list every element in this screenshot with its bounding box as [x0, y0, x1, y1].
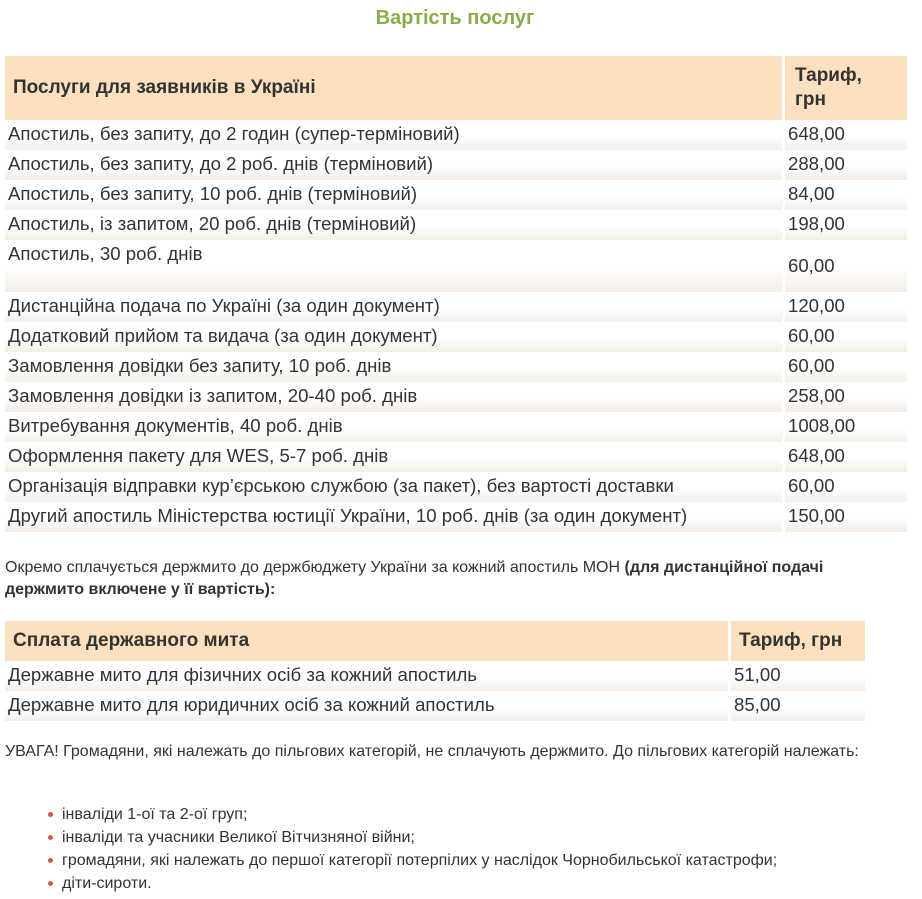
- duty-note-text: Окремо сплачується держмито до держбюджету України за кожний апостиль МОН: [5, 559, 625, 576]
- table-row: [5, 472, 907, 502]
- duty-header-label: Сплата державного мита: [5, 621, 728, 661]
- services-header-tariff-line2: грн: [795, 89, 826, 110]
- bullet-icon: [48, 812, 53, 817]
- list-item: [48, 849, 777, 872]
- list-item-text: інваліди 1-ої та 2-ої груп;: [62, 806, 248, 823]
- service-price: 120,00: [782, 292, 907, 322]
- service-price: 60,00: [782, 322, 907, 352]
- table-row: [5, 352, 907, 382]
- duty-note-bold: (для дистанційної подачі держмито включене у її вартість):: [5, 559, 824, 598]
- service-name: Оформлення пакету для WES, 5-7 роб. днів: [5, 442, 782, 472]
- table-row: [5, 502, 907, 532]
- bullet-icon: [48, 858, 53, 863]
- bullet-icon: [48, 835, 53, 840]
- service-name: Апостиль, без запиту, 10 роб. днів (терміновий): [5, 180, 782, 210]
- table-row: [5, 210, 907, 240]
- duty-note: [5, 557, 905, 601]
- service-price: 1008,00: [782, 412, 907, 442]
- table-row: [5, 180, 907, 210]
- table-row: [5, 240, 907, 292]
- list-item: [48, 872, 777, 895]
- list-item: [48, 803, 777, 826]
- service-name: Замовлення довідки без запиту, 10 роб. днів: [5, 352, 782, 382]
- service-price: 288,00: [782, 150, 907, 180]
- warning-text: УВАГА! Громадяни, які належать до пільгових категорій, не сплачують держмито. До пільгових категорій належать:: [5, 743, 859, 760]
- services-header-tariff-line1: Тариф,: [795, 65, 862, 86]
- service-price: 648,00: [782, 120, 907, 150]
- table-row: [5, 120, 907, 150]
- service-price: 60,00: [782, 472, 907, 502]
- service-name: Витребування документів, 40 роб. днів: [5, 412, 782, 442]
- service-name: Апостиль, із запитом, 20 роб. днів (терміновий): [5, 210, 782, 240]
- service-name: Апостиль, без запиту, до 2 роб. днів (терміновий): [5, 150, 782, 180]
- service-price: 84,00: [782, 180, 907, 210]
- table-row: [5, 412, 907, 442]
- service-price: 198,00: [782, 210, 907, 240]
- service-price: 150,00: [782, 502, 907, 532]
- table-row: [5, 442, 907, 472]
- service-name: Замовлення довідки із запитом, 20-40 роб. днів: [5, 382, 782, 412]
- service-name: Другий апостиль Міністерства юстиції України, 10 роб. днів (за один документ): [5, 502, 782, 532]
- table-row: [5, 661, 865, 691]
- service-price: 60,00: [782, 352, 907, 382]
- table-row: [5, 292, 907, 322]
- duty-price: 51,00: [728, 661, 865, 691]
- duty-table-header: [5, 621, 865, 661]
- service-price: 648,00: [782, 442, 907, 472]
- duty-header-tariff: Тариф, грн: [728, 621, 865, 661]
- table-row: [5, 691, 865, 721]
- table-row: [5, 150, 907, 180]
- service-name: Додатковий прийом та видача (за один документ): [5, 322, 782, 352]
- services-header-tariff: [782, 56, 907, 120]
- service-name: Організація відправки кур’єрською службою (за пакет), без вартості доставки: [5, 472, 782, 502]
- service-name: Дистанційна подача по Україні (за один документ): [5, 292, 782, 322]
- service-name: Апостиль, без запиту, до 2 годин (супер-терміновий): [5, 120, 782, 150]
- table-row: [5, 382, 907, 412]
- services-table: [5, 56, 907, 532]
- duty-price: 85,00: [728, 691, 865, 721]
- list-item-text: громадяни, які належать до першої категорії потерпілих у наслідок Чорнобильської катастрофи;: [62, 852, 778, 869]
- duty-table: [5, 621, 865, 721]
- duty-name: Державне мито для фізичних осіб за кожний апостиль: [5, 661, 728, 691]
- service-price: 60,00: [782, 240, 907, 292]
- services-header-label: Послуги для заявників в Україні: [5, 56, 782, 120]
- service-price: 258,00: [782, 382, 907, 412]
- list-item-text: інваліди та учасники Великої Вітчизняної війни;: [62, 829, 415, 846]
- list-item: [48, 826, 777, 849]
- page-title: Вартість послуг: [375, 7, 535, 29]
- benefits-list: [48, 803, 777, 895]
- table-row: [5, 322, 907, 352]
- services-table-header: [5, 56, 907, 120]
- list-item-text: діти-сироти.: [62, 875, 152, 892]
- duty-name: Державне мито для юридичних осіб за кожний апостиль: [5, 691, 728, 721]
- bullet-icon: [48, 881, 53, 886]
- service-name: Апостиль, 30 роб. днів: [5, 240, 782, 292]
